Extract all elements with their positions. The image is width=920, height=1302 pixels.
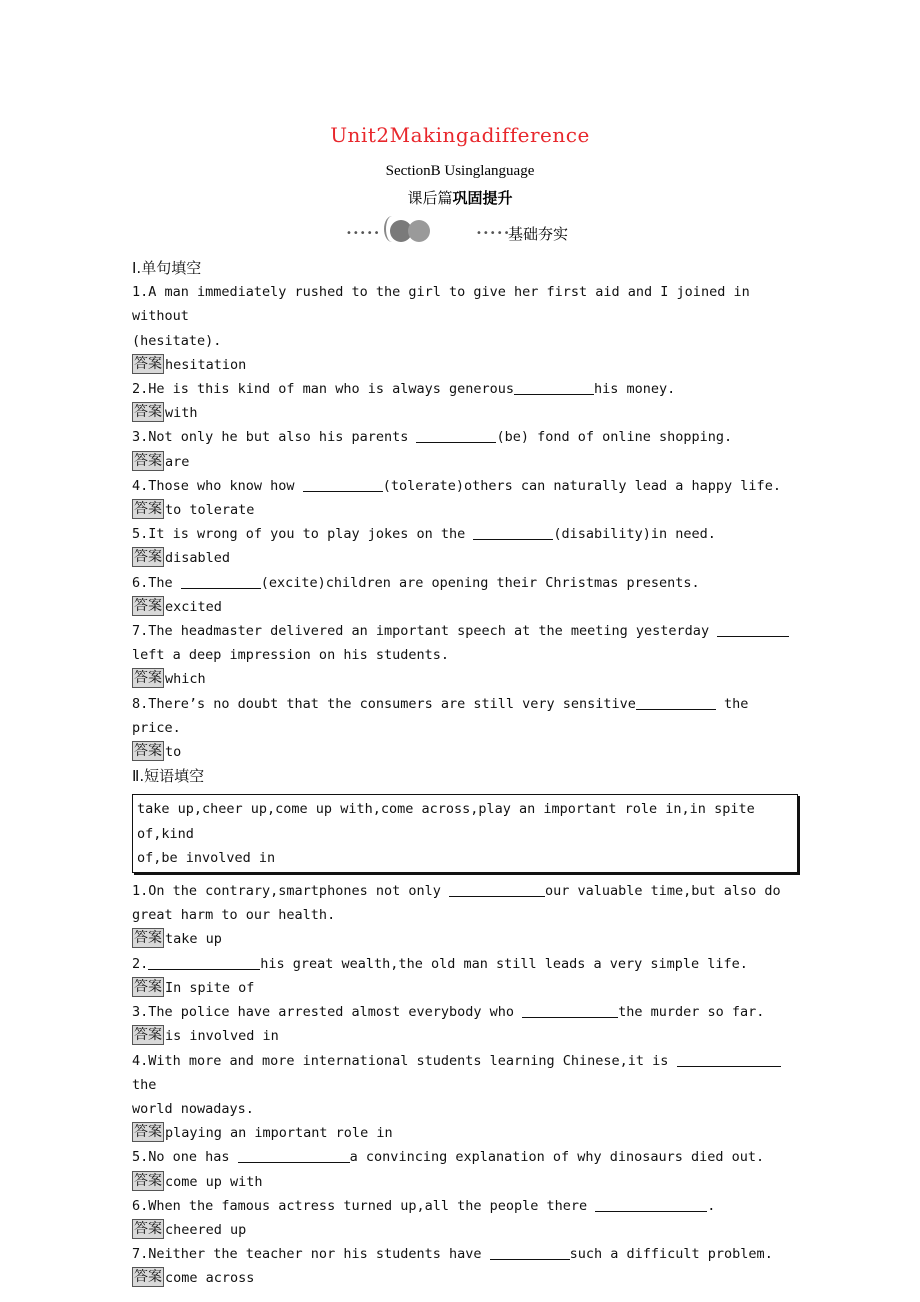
- question-text: 6.When the famous actress turned up,all the people there: [132, 1197, 596, 1214]
- phrase-box-line: take up,cheer up,come up with,come across,play an important role in,in spite of,kind: [137, 801, 763, 842]
- answer-text: excited: [165, 598, 222, 615]
- question-line: [132, 1194, 792, 1218]
- answer-text: come up with: [165, 1173, 263, 1190]
- question-text: the: [132, 1076, 157, 1093]
- answer-badge: 答案: [134, 978, 162, 995]
- answer-text: with: [165, 405, 198, 422]
- question-text: .: [707, 1197, 716, 1214]
- question-text: such a difficult problem.: [569, 1246, 773, 1263]
- question-text: 2.: [132, 955, 149, 972]
- answer-line: [132, 976, 792, 1000]
- lesson-subtitle-prefix: 课后篇: [407, 189, 453, 207]
- answer-line: [132, 1266, 792, 1290]
- question-line: [132, 474, 792, 498]
- answer-badge: 答案: [134, 501, 162, 518]
- answer-badge: 答案: [134, 404, 162, 421]
- question-line: [132, 692, 792, 740]
- answer-blank: [595, 1197, 707, 1212]
- answer-line: [132, 546, 792, 570]
- answer-blank: [181, 574, 261, 589]
- answer-line: [132, 401, 792, 425]
- answer-blank: [449, 882, 545, 897]
- answer-text: take up: [165, 931, 222, 948]
- question-text: (excite)children are opening their Christmas presents.: [260, 574, 700, 591]
- answer-text: which: [165, 671, 206, 688]
- answer-line: [132, 1170, 792, 1194]
- question-text: 7.Neither the teacher nor his students have: [132, 1246, 490, 1263]
- answer-text: playing an important role in: [165, 1125, 393, 1142]
- answer-text: to: [165, 744, 182, 761]
- question-line: [132, 619, 792, 643]
- answer-badge: 答案: [134, 930, 162, 947]
- answer-line: [132, 450, 792, 474]
- question-line: [132, 952, 792, 976]
- question-text: 4.With more and more international students learning Chinese,it is: [132, 1052, 677, 1069]
- question-line: [132, 571, 792, 595]
- answer-text: In spite of: [165, 979, 255, 996]
- question-text: 3.The police have arrested almost everybody who: [132, 1004, 523, 1021]
- lesson-subtitle-bold: 巩固提升: [452, 189, 513, 207]
- section-banner: [346, 218, 586, 248]
- banner-label: 基础夯实: [508, 225, 569, 243]
- question-text: (tolerate)others can naturally lead a happy life.: [382, 477, 781, 494]
- answer-line: [132, 353, 792, 377]
- answer-blank: [514, 380, 594, 395]
- question-line: [132, 377, 792, 401]
- question-line: great harm to our health.: [132, 907, 336, 924]
- answer-blank: [238, 1148, 350, 1163]
- answer-badge: 答案: [134, 549, 162, 566]
- answer-line: [132, 595, 792, 619]
- answer-badge: 答案: [134, 597, 162, 614]
- question-text: a convincing explanation of why dinosaurs died out.: [349, 1149, 765, 1166]
- question-line: [132, 1145, 792, 1169]
- page-title: Unit2Makingadifference: [330, 123, 590, 147]
- question-line: [132, 1000, 792, 1024]
- answer-blank: [473, 525, 553, 540]
- answer-line: [132, 740, 792, 764]
- question-text: 5.No one has: [132, 1149, 238, 1166]
- section-heading: Ⅰ.单句填空: [132, 259, 202, 277]
- question-text: 6.The: [132, 574, 181, 591]
- exercise-content: [132, 256, 792, 1291]
- question-line: (hesitate).: [132, 332, 222, 349]
- question-text: 7.The headmaster delivered an important speech at the meeting yesterday: [132, 623, 718, 640]
- answer-line: [132, 1024, 792, 1048]
- question-line: [132, 425, 792, 449]
- question-line: [132, 1242, 792, 1266]
- answer-line: [132, 927, 792, 951]
- section-subtitle: SectionB Usinglanguage: [385, 163, 535, 179]
- question-text: 1.On the contrary,smartphones not only: [132, 883, 449, 900]
- question-text: the murder so far.: [618, 1004, 765, 1021]
- phrase-box: [132, 794, 798, 873]
- question-text: his great wealth,the old man still leads a very simple life.: [260, 955, 748, 972]
- answer-badge: 答案: [134, 670, 162, 687]
- answer-badge: 答案: [134, 1027, 162, 1044]
- answer-blank: [677, 1052, 781, 1067]
- question-text: the price.: [132, 695, 757, 736]
- answer-text: are: [165, 453, 190, 470]
- answer-badge: 答案: [134, 355, 162, 372]
- banner-dots-right-icon: •••••: [476, 228, 511, 239]
- answer-line: [132, 498, 792, 522]
- answer-badge: 答案: [134, 1220, 162, 1237]
- question-text: 4.Those who know how: [132, 477, 303, 494]
- answer-badge: 答案: [134, 452, 162, 469]
- answer-text: come across: [165, 1270, 255, 1287]
- answer-badge: 答案: [134, 1124, 162, 1141]
- answer-blank: [416, 428, 496, 443]
- answer-blank: [717, 622, 789, 637]
- question-text: 3.Not only he but also his parents: [132, 429, 417, 446]
- answer-text: to tolerate: [165, 502, 255, 519]
- question-text: his money.: [594, 381, 676, 398]
- question-line: [132, 522, 792, 546]
- question-text: (be) fond of online shopping.: [496, 429, 733, 446]
- banner-dots-left-icon: •••••: [346, 228, 381, 239]
- answer-text: disabled: [165, 550, 231, 567]
- answer-line: [132, 1218, 792, 1242]
- question-text: 8.There’s no doubt that the consumers are still very sensitive: [132, 695, 636, 712]
- answer-badge: 答案: [134, 743, 162, 760]
- answer-text: is involved in: [165, 1028, 279, 1045]
- question-text: 2.He is this kind of man who is always generous: [132, 381, 515, 398]
- question-text: (disability)in need.: [553, 526, 716, 543]
- answer-text: hesitation: [165, 356, 247, 373]
- lesson-subtitle: [0, 187, 920, 208]
- phrase-box-line: of,be involved in: [137, 849, 276, 866]
- answer-blank: [148, 955, 260, 970]
- question-text: 5.It is wrong of you to play jokes on the: [132, 526, 474, 543]
- question-line: [132, 879, 792, 903]
- question-line: [132, 1049, 792, 1097]
- question-line: 1.A man immediately rushed to the girl to give her first aid and I joined in without: [132, 284, 758, 325]
- banner-circle-icon: [408, 220, 430, 242]
- answer-blank: [636, 695, 716, 710]
- question-line: left a deep impression on his students.: [132, 647, 449, 664]
- question-text: our valuable time,but also do: [544, 883, 781, 900]
- answer-blank: [303, 477, 383, 492]
- section-heading: Ⅱ.短语填空: [132, 767, 205, 786]
- answer-text: cheered up: [165, 1221, 247, 1238]
- answer-badge: 答案: [134, 1172, 162, 1189]
- answer-badge: 答案: [134, 1269, 162, 1286]
- answer-blank: [522, 1003, 618, 1018]
- answer-line: [132, 667, 792, 691]
- answer-blank: [490, 1245, 570, 1260]
- question-line: world nowadays.: [132, 1100, 254, 1117]
- answer-line: [132, 1121, 792, 1145]
